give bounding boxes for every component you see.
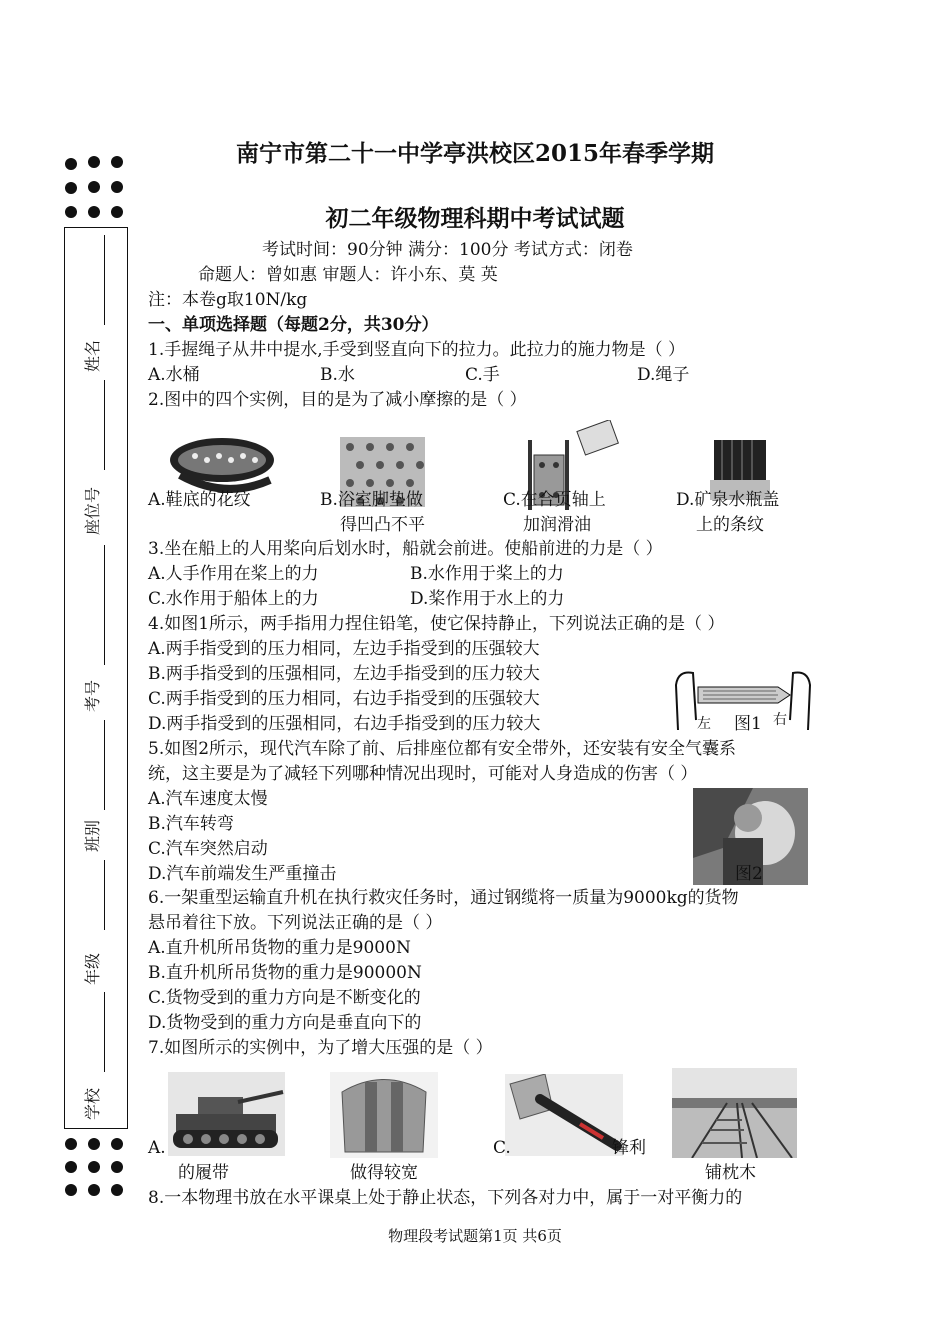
q1-option-c: C.手 (465, 365, 500, 385)
q2-option-c-line2: 加润滑油 (523, 515, 591, 535)
exam-note: 注：本卷g取10N/kg (148, 290, 308, 310)
class-blank[interactable] (104, 720, 105, 810)
q1-stem: 1.手握绳子从井中提水,手受到竖直向下的拉力。此拉力的施力物是（ ） (148, 340, 686, 360)
grade-blank[interactable] (104, 860, 105, 930)
section-heading: 一、单项选择题（每题2分，共30分） (148, 315, 439, 335)
q2-option-b-line1: B.浴室脚垫做 (320, 490, 423, 510)
axe-photo (505, 1074, 623, 1156)
q3-option-b: B.水作用于桨上的力 (410, 564, 564, 584)
q5-stem-line1: 5.如图2所示，现代汽车除了前、后排座位都有安全带外，还安装有安全气囊系 (148, 739, 737, 759)
seat-label: 座位号 (83, 486, 102, 535)
page-footer: 物理段考试题第1页 共6页 (388, 1227, 562, 1245)
q5-option-c: C.汽车突然启动 (148, 839, 268, 859)
seat-blank[interactable] (104, 380, 105, 470)
q4-stem: 4.如图1所示，两手指用力捏住铅笔，使它保持静止，下列说法正确的是（ ） (148, 614, 725, 634)
q2-option-d-line1: D.矿泉水瓶盖 (676, 490, 780, 510)
q7-option-c-tail: 锋利 (612, 1138, 646, 1158)
school-label: 学校 (83, 1087, 102, 1120)
q7-option-d-line2: 铺枕木 (705, 1163, 756, 1183)
q4-option-a: A.两手指受到的压力相同，左边手指受到的压强较大 (148, 639, 540, 659)
q6-option-c: C.货物受到的重力方向是不断变化的 (148, 988, 421, 1008)
q4-option-d: D.两手指受到的压强相同，右边手指受到的压力较大 (148, 714, 541, 734)
exam-title-line2: 初二年级物理科期中考试试题 (325, 205, 625, 232)
q7-option-a: A. (148, 1138, 166, 1158)
tank-photo (168, 1072, 285, 1156)
q2-option-b-line2: 得凹凸不平 (340, 515, 425, 535)
q5-option-b: B.汽车转弯 (148, 814, 234, 834)
q7-option-a-line2: 的履带 (178, 1163, 229, 1183)
q6-option-a: A.直升机所吊货物的重力是9000N (148, 938, 411, 958)
fig2-label: 图2 (735, 864, 763, 884)
q5-stem-line2: 统，这主要是为了减轻下列哪种情况出现时，可能对人身造成的伤害（ ） (148, 764, 698, 784)
school-blank[interactable] (104, 992, 105, 1072)
class-label: 班别 (83, 819, 102, 852)
q4-option-b: B.两手指受到的压强相同，左边手指受到的压力较大 (148, 664, 540, 684)
railway-photo (672, 1068, 797, 1158)
q6-option-b: B.直升机所吊货物的重力是90000N (148, 963, 422, 983)
exam-title-line1: 南宁市第二十一中学亭洪校区2015年春季学期 (235, 140, 714, 167)
q6-stem-line1: 6.一架重型运输直升机在执行救灾任务时，通过钢缆将一质量为9000kg的货物 (148, 888, 739, 908)
q1-option-b: B.水 (320, 365, 355, 385)
q5-option-a: A.汽车速度太慢 (148, 789, 268, 809)
q3-option-d: D.桨作用于水上的力 (410, 589, 565, 609)
fig1-right-label: 右 (773, 712, 787, 728)
name-label: 姓名 (83, 339, 102, 372)
q3-stem: 3.坐在船上的人用桨向后划水时，船就会前进。使船前进的力是（ ） (148, 539, 663, 559)
fig1-left-label: 左 (697, 716, 711, 732)
q7-stem: 7.如图所示的实例中，为了增大压强的是（ ） (148, 1038, 493, 1058)
exam-authors: 命题人：曾如惠 审题人：许小东、莫 英 (198, 265, 498, 285)
exam-no-label: 考号 (83, 679, 102, 712)
q3-option-a: A.人手作用在桨上的力 (148, 564, 319, 584)
q2-option-c-line1: C.在合页轴上 (503, 490, 606, 510)
q4-option-c: C.两手指受到的压力相同，右边手指受到的压强较大 (148, 689, 540, 709)
q5-option-d: D.汽车前端发生严重撞击 (148, 864, 337, 884)
grade-label: 年级 (83, 952, 102, 985)
q6-option-d: D.货物受到的重力方向是垂直向下的 (148, 1013, 422, 1033)
q2-option-a: A.鞋底的花纹 (148, 490, 251, 510)
name-blank[interactable] (104, 235, 105, 325)
q1-option-a: A.水桶 (148, 365, 200, 385)
q3-option-c: C.水作用于船体上的力 (148, 589, 319, 609)
q7-option-b-line2: 做得较宽 (350, 1163, 418, 1183)
q6-stem-line2: 悬吊着往下放。下列说法正确的是（ ） (148, 913, 443, 933)
q2-stem: 2.图中的四个实例，目的是为了减小摩擦的是（ ） (148, 390, 527, 410)
q7-option-c: C. (493, 1138, 511, 1158)
exam-info: 考试时间：90分钟 满分：100分 考试方式：闭卷 (262, 240, 633, 260)
q1-option-d: D.绳子 (637, 365, 690, 385)
backpack-photo (330, 1072, 438, 1158)
exam-no-blank[interactable] (104, 545, 105, 665)
q8-stem: 8.一本物理书放在水平课桌上处于静止状态，下列各对力中，属于一对平衡力的 (148, 1188, 743, 1208)
q2-option-d-line2: 上的条纹 (696, 515, 764, 535)
fig1-label: 图1 (734, 714, 762, 734)
